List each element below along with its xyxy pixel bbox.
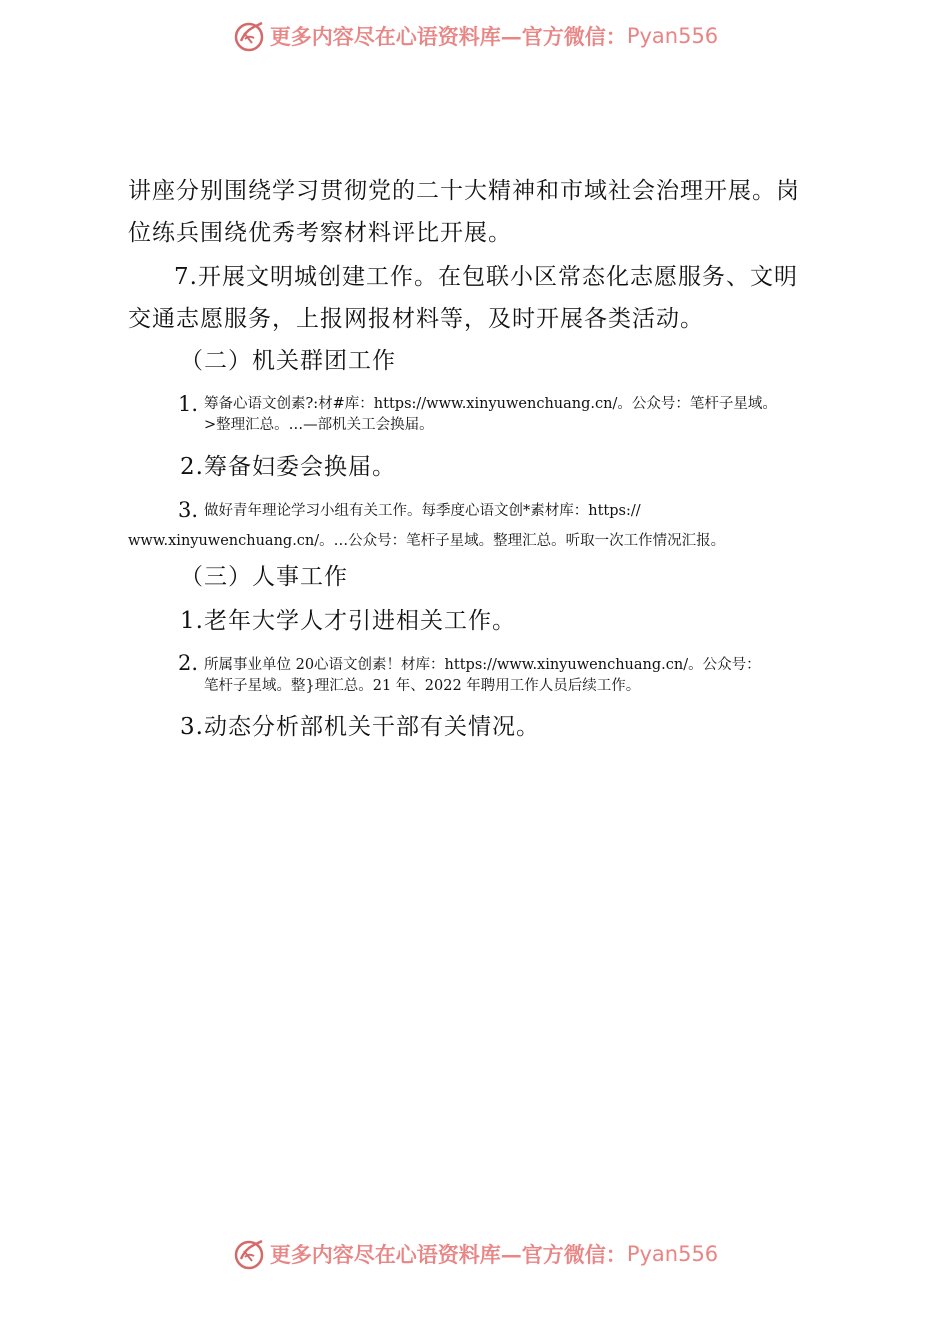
list-number: 3. xyxy=(178,498,199,522)
watermark-banner-bottom xyxy=(0,1234,950,1274)
list-number: 2. xyxy=(178,651,199,675)
watermark-banner-top xyxy=(0,16,950,56)
watermark-text: 更多内容尽在心语资料库—官方微信： xyxy=(269,1242,627,1267)
list-item-line: www.xinyuwenchuang.cn/。…公众号：笔杆子星域。整理汇总。听取一次工作情况汇报。 xyxy=(128,533,726,549)
paragraph-line: 讲座分别围绕学习贯彻党的二十大精神和市域社会治理开展。岗 xyxy=(128,178,800,204)
xinyu-logo-icon xyxy=(232,19,266,53)
paragraph-line: 位练兵围绕优秀考察材料评比开展。 xyxy=(128,220,512,246)
xinyu-logo-icon xyxy=(232,1237,266,1271)
list-item-line: >整理汇总。…—部机关工会换届。 xyxy=(204,417,434,433)
watermark-wechat-id: Pyan556 xyxy=(626,24,719,48)
watermark-wechat-id: Pyan556 xyxy=(626,1242,719,1266)
list-item: 3.动态分析部机关干部有关情况。 xyxy=(180,714,540,740)
list-item-line: 筹备心语文创素?:材#库：https://www.xinyuwenchuang.cn/。公众号：笔杆子星域。 xyxy=(204,396,777,412)
list-item-line: 所属事业单位 20心语文创素！材库：https://www.xinyuwenchuang.cn/。公众号： xyxy=(204,657,761,673)
list-item-line: 笔杆子星域。整}理汇总。21 年、2022 年聘用工作人员后续工作。 xyxy=(204,678,641,694)
watermark-text: 更多内容尽在心语资料库—官方微信： xyxy=(269,24,627,49)
paragraph-line: 7.开展文明城创建工作。在包联小区常态化志愿服务、文明 xyxy=(174,264,798,290)
paragraph-line: 交通志愿服务，上报网报材料等，及时开展各类活动。 xyxy=(128,306,704,332)
list-item: 1.老年大学人才引进相关工作。 xyxy=(180,608,516,634)
list-item: 2.筹备妇委会换届。 xyxy=(180,454,396,480)
section-heading: （二）机关群团工作 xyxy=(180,348,396,374)
section-heading: （三）人事工作 xyxy=(180,564,348,590)
list-number: 1. xyxy=(178,392,199,416)
list-item-line: 做好青年理论学习小组有关工作。每季度心语文创*素材库：https:// xyxy=(204,503,641,519)
